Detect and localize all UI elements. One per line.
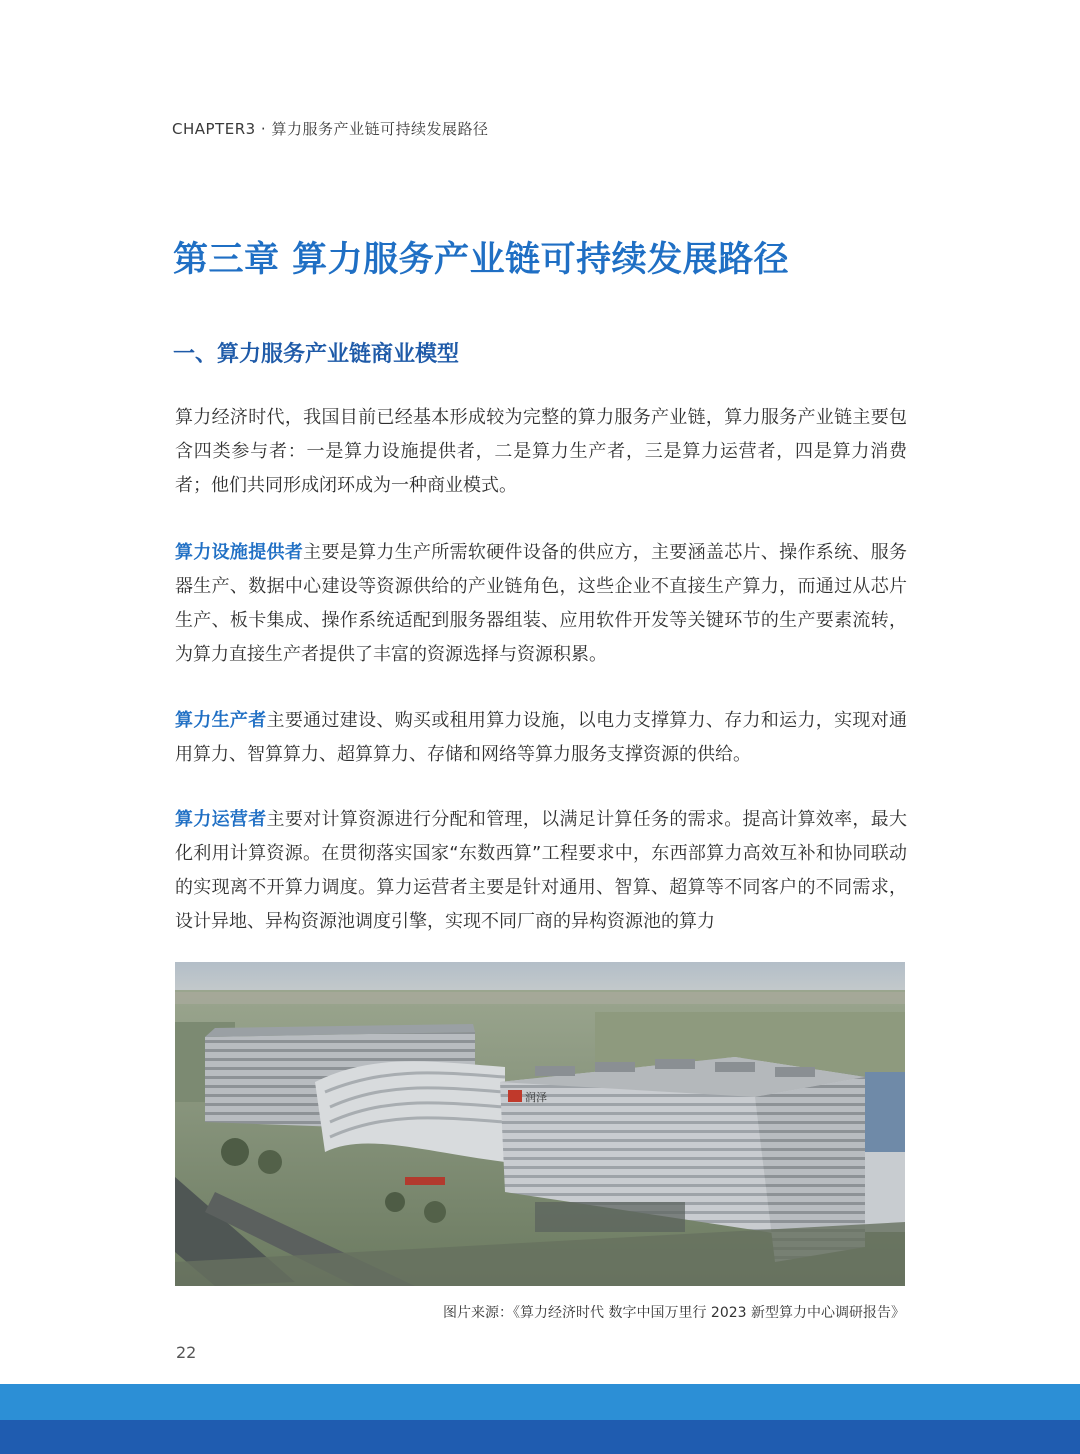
section-title: 一、算力服务产业链商业模型 bbox=[173, 342, 460, 367]
operator-term: 算力运营者 bbox=[175, 809, 267, 830]
building-sign: 润泽 bbox=[525, 1091, 547, 1104]
provider-term: 算力设施提供者 bbox=[175, 542, 304, 563]
provider-text: 主要是算力生产所需软硬件设备的供应方，主要涵盖芯片、操作系统、服务器生产、数据中心建设等资源供给的产业链角色，这些企业不直接生产算力，而通过从芯片生产、板卡集成、操作系统适配到服务器组装、应用软件开发等关键环节的生产要素流转，为算力直接生产者提供了丰富的资源选择与资源积累。 bbox=[175, 542, 907, 665]
data-center-photo bbox=[175, 962, 905, 1286]
page-number: 22 bbox=[176, 1343, 197, 1362]
producer-term: 算力生产者 bbox=[175, 710, 267, 731]
chapter-title: 第三章 算力服务产业链可持续发展路径 bbox=[173, 240, 790, 280]
intro-paragraph: 算力经济时代，我国目前已经基本形成较为完整的算力服务产业链，算力服务产业链主要包含四类参与者：一是算力设施提供者，二是算力生产者，三是算力运营者，四是算力消费者；他们共同形成闭环成为一种商业模式。 bbox=[175, 407, 907, 496]
provider-paragraph bbox=[175, 536, 907, 672]
producer-paragraph bbox=[175, 704, 907, 772]
brand-logo-icon bbox=[508, 1090, 522, 1102]
operator-paragraph bbox=[175, 803, 907, 939]
operator-text: 主要对计算资源进行分配和管理，以满足计算任务的需求。提高计算效率，最大化利用计算资源。在贯彻落实国家“东数西算”工程要求中，东西部算力高效互补和协同联动的实现离不开算力调度。算力运营者主要是针对通用、智算、超算等不同客户的不同需求，设计异地、异构资源池调度引擎，实现不同厂商的异构资源池的算力 bbox=[175, 809, 908, 932]
running-head: CHAPTER3 · 算力服务产业链可持续发展路径 bbox=[172, 120, 489, 138]
producer-text: 主要通过建设、购买或租用算力设施，以电力支撑算力、存力和运力，实现对通用算力、智算算力、超算算力、存储和网络等算力服务支撑资源的供给。 bbox=[175, 710, 908, 765]
footer-band-dark bbox=[0, 1420, 1080, 1454]
image-caption: 图片来源：《算力经济时代 数字中国万里行 2023 新型算力中心调研报告》 bbox=[443, 1305, 905, 1321]
data-center-illustration bbox=[175, 962, 905, 1286]
